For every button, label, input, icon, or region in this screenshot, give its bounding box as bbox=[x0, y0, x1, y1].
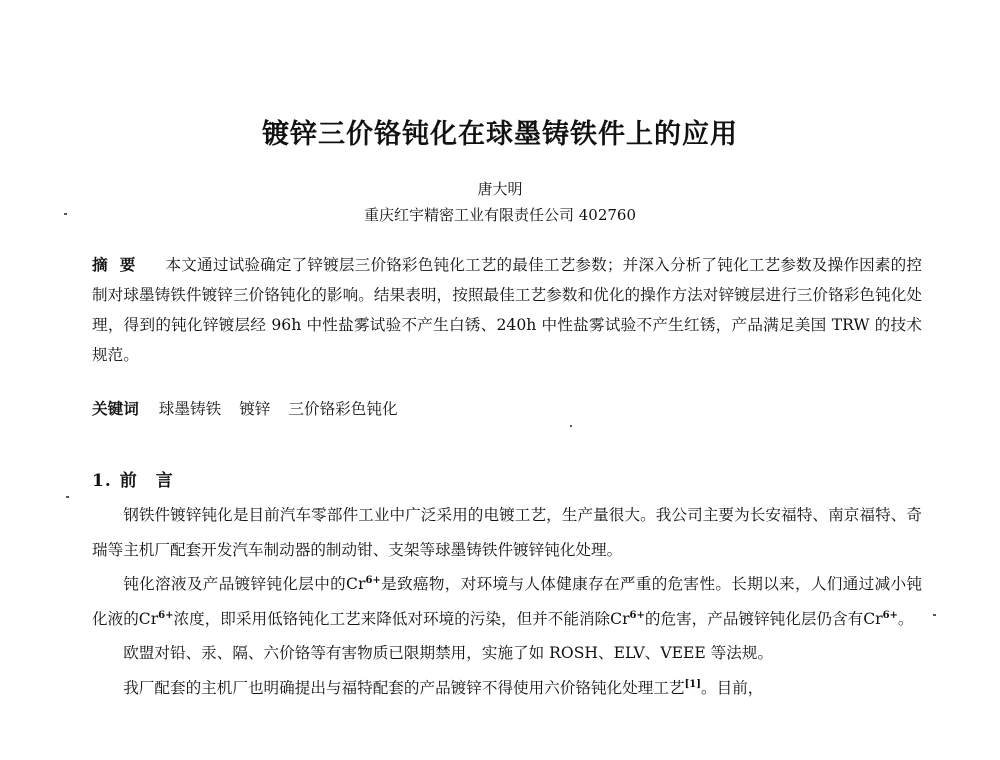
section-body bbox=[92, 498, 922, 705]
scan-speck bbox=[570, 425, 572, 427]
keywords-label: 关键词 bbox=[92, 399, 139, 418]
paragraph-4: 我厂配套的主机厂也明确提出与福特配套的产品镀锌不得使用六价铬钝化处理工艺[1]。目前， bbox=[123, 678, 764, 697]
scan-speck bbox=[933, 614, 936, 616]
paragraph-3: 欧盟对铅、汞、隔、六价铬等有害物质已限期禁用，实施了如 ROSH、ELV、VEEE 等法规。 bbox=[123, 644, 774, 662]
section-number: 1. bbox=[92, 471, 112, 491]
author-name: 唐大明 bbox=[477, 180, 523, 198]
section-heading bbox=[92, 466, 174, 491]
paragraph-1: 钢铁件镀锌钝化是目前汽车零部件工业中广泛采用的电镀工艺，生产量很大。我公司主要为长安福特、南京福特、奇瑞等主机厂配套开发汽车制动器的制动钳、支架等球墨铸铁件镀锌钝化处理。 bbox=[92, 506, 922, 559]
keyword-item: 三价铬彩色钝化 bbox=[288, 400, 398, 418]
section-title-char: 言 bbox=[155, 471, 174, 491]
author-affiliation: 重庆红宇精密工业有限责任公司 402760 bbox=[363, 206, 637, 224]
paragraph-2: 钝化溶液及产品镀锌钝化层中的$Cr^{6+}$是致癌物，对环境与人体健康存在严重的危害性。长期以来，人们通过减小钝化液的$Cr^{6+}$浓度，即采用低铬钝化工艺来降低对环境的污染，但并不能消除$Cr^{6+}$的危害，产品镀锌钝化层仍含有$Cr^{6+}$。 bbox=[92, 574, 922, 628]
paper-title: 镀锌三价铬钝化在球墨铸铁件上的应用 bbox=[262, 119, 738, 150]
section-title-char: 前 bbox=[119, 471, 138, 491]
citation-ref: [1] bbox=[684, 678, 701, 690]
scan-speck bbox=[64, 213, 67, 215]
abstract-text: 本文通过试验确定了锌镀层三价铬彩色钝化工艺的最佳工艺参数；并深入分析了钝化工艺参数及操作因素的控制对球墨铸铁件镀锌三价铬钝化的影响。结果表明，按照最佳工艺参数和优化的操作方法对锌镀层进行三价铬彩色钝化处理，得到的钝化锌镀层经 96h 中性盐雾试验不产生白锈、240h 中性盐雾试验不产生红锈，产品满足美国 TRW 的技术规范。 bbox=[92, 256, 922, 364]
abstract-block bbox=[92, 250, 922, 370]
keyword-item: 镀锌 bbox=[239, 400, 271, 418]
abstract-label: 摘要 bbox=[92, 255, 148, 274]
scan-speck bbox=[66, 496, 69, 498]
keyword-item: 球墨铸铁 bbox=[158, 400, 222, 418]
keywords-line bbox=[92, 394, 922, 424]
